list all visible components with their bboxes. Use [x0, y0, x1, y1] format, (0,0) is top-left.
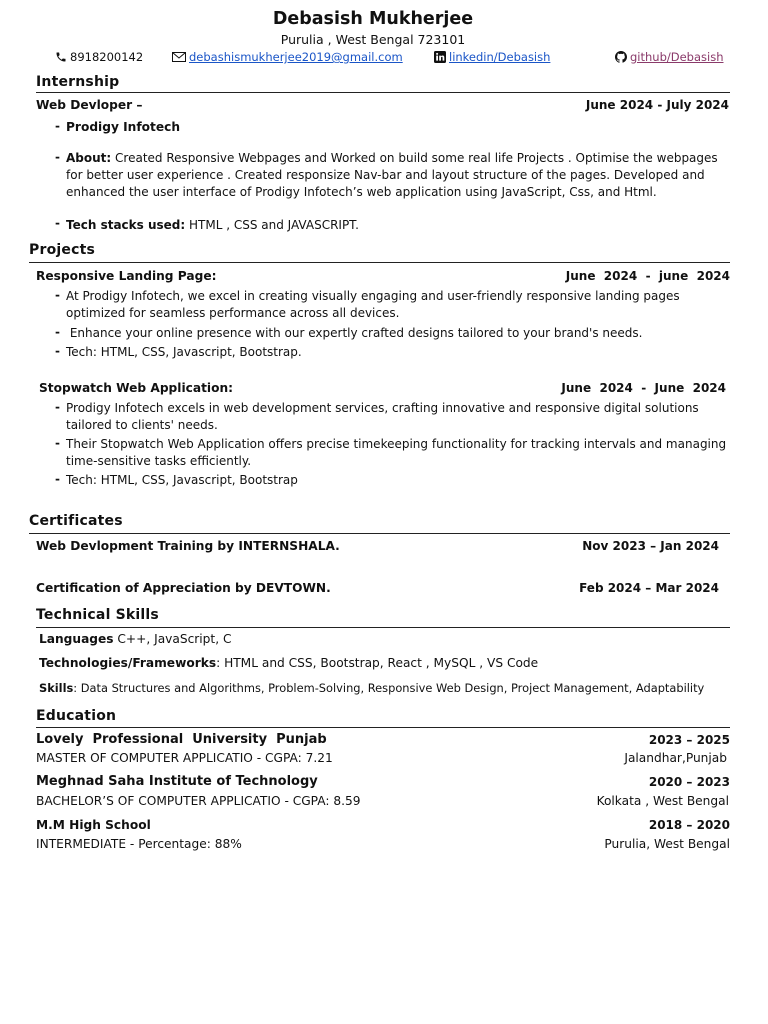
email-contact[interactable]: [172, 50, 403, 64]
project-bullet: Tech: HTML, CSS, Javascript, Bootstrap.: [66, 345, 302, 359]
bullet-dash: -: [55, 150, 60, 164]
project-bullet: Enhance your online presence with our expertly crafted designs tailored to your brand's needs.: [66, 326, 643, 340]
certificate-dates: Nov 2023 – Jan 2024: [582, 539, 719, 553]
github-contact[interactable]: [615, 50, 724, 64]
school-name: M.M High School: [36, 818, 151, 832]
school-location: Purulia, West Bengal: [604, 837, 730, 851]
degree-details: INTERMEDIATE - Percentage: 88%: [36, 837, 242, 851]
school-location: Jalandhar,Punjab: [624, 751, 727, 765]
languages-label: Languages: [39, 632, 114, 646]
internship-about: [66, 150, 734, 201]
project-dates: June 2024 - june 2024: [565, 269, 730, 283]
bullet-dash: -: [55, 344, 60, 358]
phone-contact: [55, 50, 143, 64]
projects-heading: Projects: [29, 242, 96, 258]
section-divider: [36, 92, 730, 93]
certificate-name: Web Devlopment Training by INTERNSHALA.: [36, 539, 340, 553]
education-heading: Education: [36, 708, 117, 724]
about-label: About:: [66, 151, 112, 165]
candidate-name: Debasish Mukherjee: [272, 9, 474, 29]
school-location: Kolkata , West Bengal: [596, 794, 729, 808]
internship-role: Web Devloper –: [36, 98, 143, 112]
bullet-dash: -: [55, 472, 60, 486]
technologies-row: [39, 656, 538, 670]
section-divider: [29, 533, 730, 534]
project-bullet: At Prodigy Infotech, we excel in creating visually engaging and user-friendly responsive landing pages optimized for seamless performance across all devices.: [66, 289, 680, 320]
bullet-dash: -: [55, 400, 60, 414]
internship-company: Prodigy Infotech: [66, 120, 181, 134]
address: Purulia , West Bengal 723101: [280, 32, 466, 47]
tech-text: HTML , CSS and JAVASCRIPT.: [189, 218, 359, 232]
project-title: Stopwatch Web Application:: [39, 381, 234, 395]
linkedin-link[interactable]: linkedin/Debasish: [449, 50, 551, 64]
degree-details: BACHELOR’S OF COMPUTER APPLICATIO - CGPA: 8.59: [36, 794, 361, 808]
languages-row: [39, 632, 231, 646]
internship-tech: [66, 217, 359, 234]
bullet-dash: -: [55, 288, 60, 302]
school-years: 2023 – 2025: [648, 733, 730, 747]
school-name: Lovely Professional University Punjab: [36, 732, 327, 747]
project-bullet: Prodigy Infotech excels in web development services, crafting innovative and responsive digital solutions tailored to clients' needs.: [66, 401, 699, 432]
skills-colon: :: [73, 681, 81, 695]
phone-icon: [55, 51, 67, 63]
tech-label: Tech stacks used:: [66, 218, 186, 232]
linkedin-icon: [434, 51, 446, 63]
technologies-label: Technologies/Frameworks: [39, 656, 217, 670]
languages-value: C++, JavaScript, C: [117, 632, 232, 646]
certificate-name: Certification of Appreciation by DEVTOWN.: [36, 581, 331, 595]
school-years: 2018 – 2020: [648, 818, 730, 832]
skills-label: Skills: [39, 681, 74, 695]
certificate-dates: Feb 2024 – Mar 2024: [579, 581, 719, 595]
skills-row: [39, 681, 704, 695]
section-divider: [29, 262, 730, 263]
about-text: Created Responsive Webpages and Worked on build some real life Projects . Optimise the webpages for better user experience . Created responsize Nav-bar and layout structure of the pages. Developed and enhanced the user interface of Prodigy Infotech’s web application using JavaScript, Css, and Html.: [66, 151, 718, 199]
skills-value: Data Structures and Algorithms, Problem-Solving, Responsive Web Design, Project Management, Adaptability: [80, 681, 705, 695]
linkedin-contact[interactable]: [434, 50, 550, 64]
section-divider: [36, 627, 730, 628]
school-name: Meghnad Saha Institute of Technology: [36, 774, 318, 789]
skills-heading: Technical Skills: [36, 607, 159, 623]
email-link[interactable]: debashismukherjee2019@gmail.com: [189, 50, 403, 64]
technologies-colon: :: [216, 656, 225, 670]
project-dates: June 2024 - June 2024: [561, 381, 726, 395]
certificates-heading: Certificates: [29, 513, 123, 529]
internship-heading: Internship: [36, 74, 120, 90]
project-title: Responsive Landing Page:: [36, 269, 217, 283]
bullet-dash: -: [55, 119, 60, 133]
phone-number: 8918200142: [70, 50, 144, 64]
technologies-value: HTML and CSS, Bootstrap, React , MySQL , VS Code: [224, 656, 539, 670]
project-bullet: Tech: HTML, CSS, Javascript, Bootstrap: [66, 473, 298, 487]
bullet-dash: -: [55, 436, 60, 450]
internship-dates: June 2024 - July 2024: [585, 98, 729, 112]
github-link[interactable]: github/Debasish: [630, 50, 724, 64]
degree-details: MASTER OF COMPUTER APPLICATIO - CGPA: 7.21: [36, 751, 333, 765]
bullet-dash: -: [55, 325, 60, 339]
project-bullet: Their Stopwatch Web Application offers precise timekeeping functionality for tracking intervals and managing time-sensitive tasks efficiently.: [66, 437, 727, 468]
school-years: 2020 – 2023: [648, 775, 730, 789]
section-divider: [36, 727, 730, 728]
envelope-icon: [172, 52, 186, 62]
bullet-dash: -: [55, 216, 60, 230]
github-icon: [615, 51, 627, 63]
